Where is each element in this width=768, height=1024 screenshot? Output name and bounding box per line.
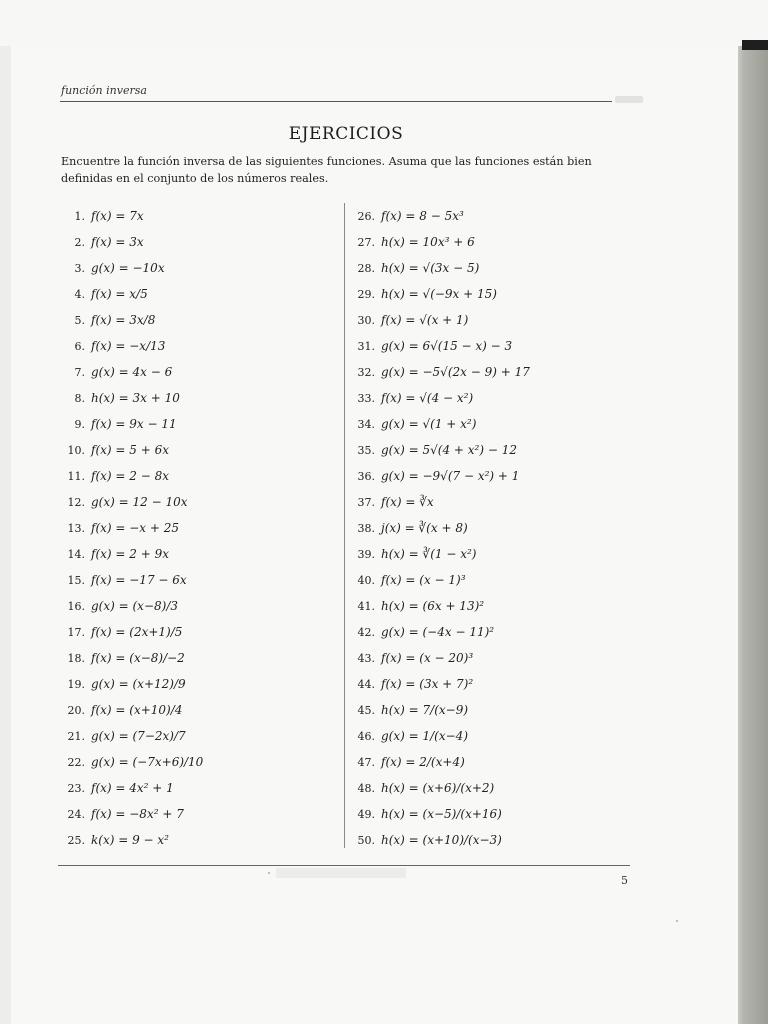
- exercise-equation: g(x) = (7−2x)/7: [91, 729, 186, 743]
- exercise-number: 44.: [357, 677, 375, 691]
- exercise-item: [55, 775, 203, 801]
- exercise-equation: f(x) = −8x² + 7: [91, 807, 184, 821]
- exercise-number: 29.: [357, 287, 375, 301]
- exercise-item: [345, 411, 530, 437]
- exercise-item: [55, 203, 203, 229]
- exercise-number: 15.: [67, 573, 85, 587]
- exercise-number: 27.: [357, 235, 375, 249]
- exercise-item: [55, 541, 203, 567]
- exercise-number: 37.: [357, 495, 375, 509]
- exercise-equation: f(x) = √(4 − x²): [381, 391, 474, 405]
- exercise-number: 12.: [67, 495, 85, 509]
- exercise-item: [345, 359, 530, 385]
- exercise-item: [345, 463, 530, 489]
- exercise-number: 30.: [357, 313, 375, 327]
- exercise-number: 34.: [357, 417, 375, 431]
- exercise-item: [55, 411, 203, 437]
- exercise-item: [345, 749, 530, 775]
- exercise-number: 22.: [67, 755, 85, 769]
- exercise-number: 36.: [357, 469, 375, 483]
- exercise-item: [55, 229, 203, 255]
- exercise-equation: f(x) = (x − 1)³: [381, 573, 466, 587]
- exercise-equation: f(x) = 5 + 6x: [91, 443, 169, 457]
- exercise-equation: g(x) = (−7x+6)/10: [91, 755, 204, 769]
- exercise-equation: g(x) = (x+12)/9: [91, 677, 186, 691]
- exercise-column-left: [55, 203, 203, 853]
- exercise-equation: f(x) = 2 − 8x: [91, 469, 169, 483]
- exercise-item: [55, 255, 203, 281]
- exercise-equation: h(x) = (x−5)/(x+16): [381, 807, 502, 821]
- scanner-edge: [742, 40, 768, 50]
- exercise-equation: f(x) = (3x + 7)²: [381, 677, 474, 691]
- exercise-column-right: [345, 203, 530, 853]
- exercise-item: [345, 541, 530, 567]
- exercise-number: 35.: [357, 443, 375, 457]
- exercise-number: 32.: [357, 365, 375, 379]
- exercise-number: 1.: [74, 209, 85, 223]
- exercise-number: 41.: [357, 599, 375, 613]
- scan-speck: [676, 920, 678, 922]
- exercise-number: 14.: [67, 547, 85, 561]
- exercise-number: 19.: [67, 677, 85, 691]
- exercise-equation: f(x) = 8 − 5x³: [381, 209, 464, 223]
- exercise-number: 11.: [67, 469, 85, 483]
- exercise-equation: f(x) = −17 − 6x: [91, 573, 187, 587]
- exercise-item: [55, 567, 203, 593]
- exercise-number: 43.: [357, 651, 375, 665]
- exercise-item: [345, 775, 530, 801]
- exercise-item: [345, 723, 530, 749]
- exercise-number: 10.: [67, 443, 85, 457]
- exercise-equation: g(x) = 12 − 10x: [91, 495, 188, 509]
- exercise-equation: f(x) = (x − 20)³: [381, 651, 474, 665]
- exercise-item: [55, 281, 203, 307]
- exercise-item: [345, 697, 530, 723]
- exercise-equation: f(x) = 3x: [91, 235, 144, 249]
- exercise-equation: g(x) = 5√(4 + x²) − 12: [381, 443, 517, 457]
- exercise-equation: g(x) = 6√(15 − x) − 3: [381, 339, 513, 353]
- exercise-item: [345, 489, 530, 515]
- exercise-item: [345, 515, 530, 541]
- exercise-number: 4.: [74, 287, 85, 301]
- exercise-equation: f(x) = (2x+1)/5: [91, 625, 183, 639]
- exercise-equation: f(x) = 7x: [91, 209, 144, 223]
- exercise-equation: f(x) = −x + 25: [91, 521, 180, 535]
- page-edge-shadow: [738, 46, 768, 1024]
- exercise-number: 17.: [67, 625, 85, 639]
- exercise-item: [345, 567, 530, 593]
- scan-background: [0, 0, 768, 46]
- exercise-number: 33.: [357, 391, 375, 405]
- exercise-equation: h(x) = 10x³ + 6: [381, 235, 475, 249]
- footer-divider: [58, 865, 630, 866]
- exercise-equation: j(x) = ∛(x + 8): [381, 521, 468, 535]
- exercise-equation: h(x) = √(3x − 5): [381, 261, 480, 275]
- exercise-number: 16.: [67, 599, 85, 613]
- exercise-equation: g(x) = (−4x − 11)²: [381, 625, 495, 639]
- exercise-equation: f(x) = −x/13: [91, 339, 166, 353]
- exercise-item: [55, 515, 203, 541]
- exercise-number: 31.: [357, 339, 375, 353]
- exercise-item: [55, 333, 203, 359]
- exercise-number: 25.: [67, 833, 85, 847]
- exercise-equation: g(x) = 4x − 6: [91, 365, 173, 379]
- exercise-equation: g(x) = −10x: [91, 261, 165, 275]
- header-divider: [60, 101, 612, 102]
- exercise-equation: f(x) = √(x + 1): [381, 313, 469, 327]
- exercise-item: [345, 645, 530, 671]
- exercise-item: [345, 827, 530, 853]
- exercise-item: [55, 489, 203, 515]
- exercise-number: 20.: [67, 703, 85, 717]
- exercise-equation: f(x) = (x+10)/4: [91, 703, 183, 717]
- exercise-item: [345, 671, 530, 697]
- exercise-equation: h(x) = 3x + 10: [91, 391, 180, 405]
- exercise-equation: h(x) = 7/(x−9): [381, 703, 469, 717]
- exercise-item: [345, 801, 530, 827]
- exercise-item: [55, 801, 203, 827]
- exercise-number: 26.: [357, 209, 375, 223]
- exercise-item: [345, 385, 530, 411]
- exercise-item: [55, 307, 203, 333]
- exercise-item: [55, 723, 203, 749]
- exercise-item: [345, 307, 530, 333]
- exercise-number: 45.: [357, 703, 375, 717]
- exercise-number: 2.: [74, 235, 85, 249]
- scan-smudge: [276, 868, 406, 878]
- exercise-equation: f(x) = 2 + 9x: [91, 547, 169, 561]
- exercise-item: [345, 281, 530, 307]
- exercise-equation: h(x) = (6x + 13)²: [381, 599, 485, 613]
- page-number: 5: [621, 874, 628, 887]
- exercise-equation: h(x) = ∛(1 − x²): [381, 547, 477, 561]
- exercise-equation: g(x) = √(1 + x²): [381, 417, 477, 431]
- exercise-item: [345, 203, 530, 229]
- exercise-item: [345, 333, 530, 359]
- exercise-item: [55, 437, 203, 463]
- exercise-item: [55, 619, 203, 645]
- exercise-equation: f(x) = ∛x: [381, 495, 434, 509]
- exercise-number: 6.: [74, 339, 85, 353]
- exercise-equation: h(x) = √(−9x + 15): [381, 287, 497, 301]
- exercise-equation: f(x) = 4x² + 1: [91, 781, 174, 795]
- exercise-equation: g(x) = −5√(2x − 9) + 17: [381, 365, 530, 379]
- exercise-equation: h(x) = (x+10)/(x−3): [381, 833, 502, 847]
- exercise-number: 5.: [74, 313, 85, 327]
- exercise-number: 24.: [67, 807, 85, 821]
- exercise-item: [55, 645, 203, 671]
- exercise-number: 3.: [74, 261, 85, 275]
- scan-speck: [268, 872, 270, 874]
- exercise-equation: f(x) = (x−8)/−2: [91, 651, 185, 665]
- exercise-number: 18.: [67, 651, 85, 665]
- exercise-number: 28.: [357, 261, 375, 275]
- exercise-item: [55, 593, 203, 619]
- exercise-equation: f(x) = 2/(x+4): [381, 755, 465, 769]
- exercise-number: 8.: [74, 391, 85, 405]
- exercise-number: 23.: [67, 781, 85, 795]
- exercise-item: [55, 385, 203, 411]
- exercise-equation: g(x) = 1/(x−4): [381, 729, 468, 743]
- exercise-number: 38.: [357, 521, 375, 535]
- scan-smudge: [615, 96, 643, 103]
- exercise-number: 9.: [74, 417, 85, 431]
- exercise-item: [345, 255, 530, 281]
- exercise-number: 46.: [357, 729, 375, 743]
- exercise-number: 47.: [357, 755, 375, 769]
- exercise-item: [55, 671, 203, 697]
- page-title: EJERCICIOS: [288, 124, 404, 144]
- exercise-number: 48.: [357, 781, 375, 795]
- exercise-equation: g(x) = −9√(7 − x²) + 1: [381, 469, 520, 483]
- running-header: función inversa: [61, 84, 147, 97]
- exercise-item: [345, 619, 530, 645]
- exercise-number: 39.: [357, 547, 375, 561]
- exercise-equation: f(x) = x/5: [91, 287, 148, 301]
- exercise-equation: g(x) = (x−8)/3: [91, 599, 178, 613]
- exercise-number: 13.: [67, 521, 85, 535]
- exercise-equation: h(x) = (x+6)/(x+2): [381, 781, 495, 795]
- exercise-equation: f(x) = 3x/8: [91, 313, 156, 327]
- exercise-item: [55, 827, 203, 853]
- exercise-item: [345, 593, 530, 619]
- exercise-number: 49.: [357, 807, 375, 821]
- exercise-number: 50.: [357, 833, 375, 847]
- exercise-number: 7.: [74, 365, 85, 379]
- instructions-paragraph: Encuentre la función inversa de las siguientes funciones. Asuma que las funciones están bien definidas en el conjunto de los números reales.: [61, 155, 592, 185]
- exercise-number: 42.: [357, 625, 375, 639]
- exercise-item: [55, 463, 203, 489]
- exercise-equation: f(x) = 9x − 11: [91, 417, 177, 431]
- exercise-number: 40.: [357, 573, 375, 587]
- exercise-item: [345, 437, 530, 463]
- exercise-number: 21.: [67, 729, 85, 743]
- exercise-item: [55, 359, 203, 385]
- exercise-item: [55, 749, 203, 775]
- exercise-item: [345, 229, 530, 255]
- exercise-item: [55, 697, 203, 723]
- exercise-equation: k(x) = 9 − x²: [91, 833, 169, 847]
